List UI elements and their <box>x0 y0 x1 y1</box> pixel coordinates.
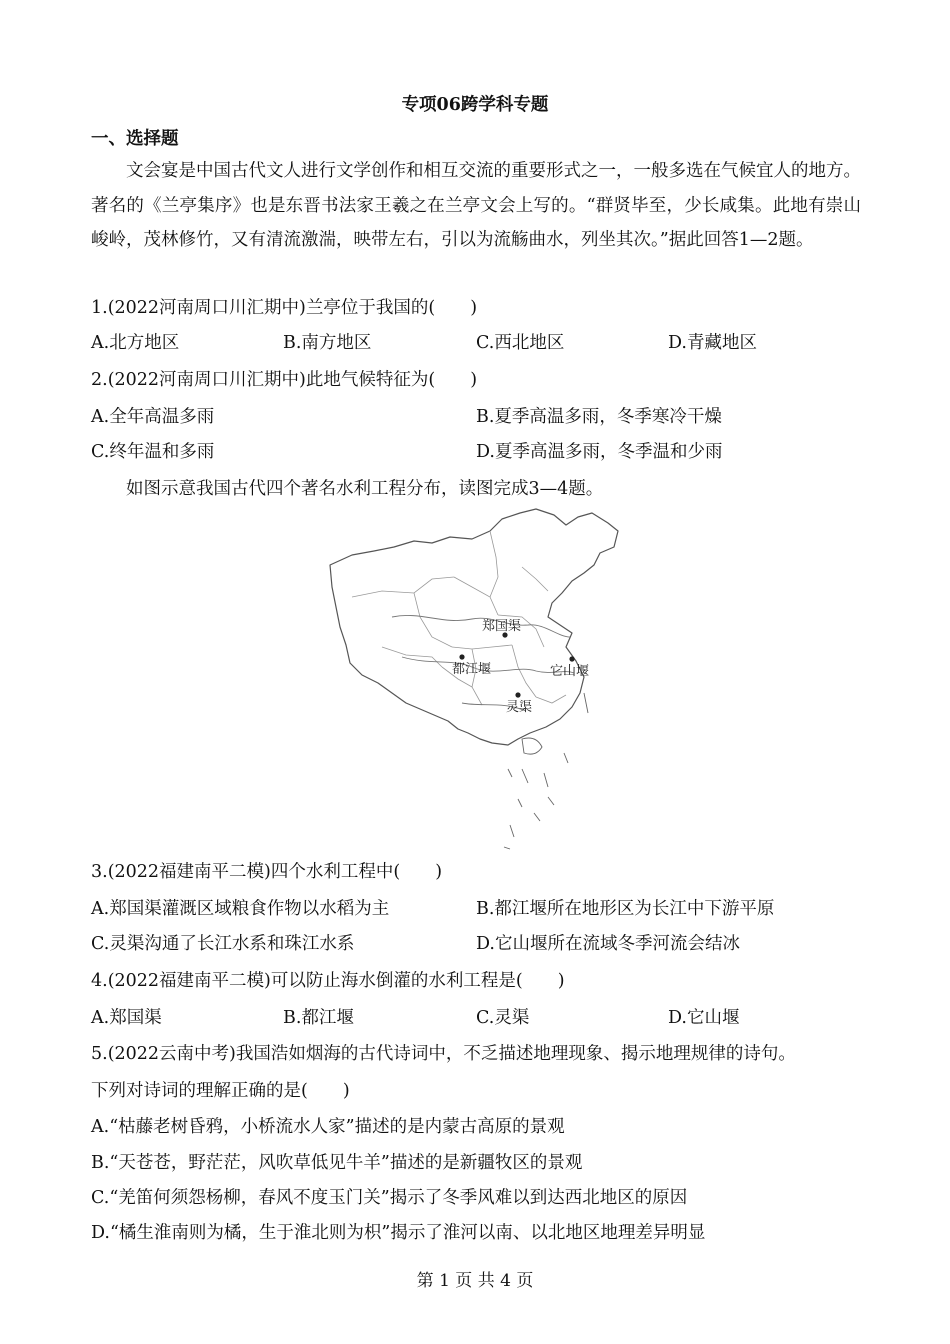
page-footer: 第 1 页 共 4 页 <box>416 1271 534 1291</box>
coastal-islands <box>504 693 588 849</box>
lingqu-label: 灵渠 <box>506 700 533 715</box>
question-4-option-d: D.它山堰 <box>668 1008 740 1028</box>
question-2-stem: 2.(2022河南周口川汇期中)此地气候特征为( ) <box>91 370 478 390</box>
question-2-option-d: D.夏季高温多雨，冬季温和少雨 <box>476 442 723 462</box>
intro-paragraph-2: 如图示意我国古代四个著名水利工程分布，读图完成3—4题。 <box>126 479 604 499</box>
question-5-option-b: B.“天苍苍，野茫茫，风吹草低见牛羊”描述的是新疆牧区的景观 <box>91 1153 583 1173</box>
question-4-option-c: C.灵渠 <box>476 1008 530 1028</box>
lingqu-marker <box>515 692 520 697</box>
tashanyan-label: 它山堰 <box>550 664 590 679</box>
question-1-option-d: D.青藏地区 <box>668 333 757 353</box>
zhengguoqu-label: 郑国渠 <box>482 619 522 634</box>
question-1-stem: 1.(2022河南周口川汇期中)兰亭位于我国的( ) <box>91 298 478 318</box>
question-2-option-a: A.全年高温多雨 <box>91 407 215 427</box>
question-5-stem-line-1: 5.(2022云南中考)我国浩如烟海的古代诗词中，不乏描述地理现象、揭示地理规律的诗句。 <box>91 1044 796 1064</box>
question-3-option-d: D.它山堰所在流域冬季河流会结冰 <box>476 934 740 954</box>
question-3-option-a: A.郑国渠灌溉区域粮食作物以水稻为主 <box>91 899 390 919</box>
question-3-option-b: B.都江堰所在地形区为长江中下游平原 <box>476 899 775 919</box>
question-3-option-c: C.灵渠沟通了长江水系和珠江水系 <box>91 934 355 954</box>
section-heading: 一、选择题 <box>91 129 179 149</box>
question-1-option-b: B.南方地区 <box>283 333 372 353</box>
province-borders <box>352 531 566 705</box>
tashanyan-marker <box>569 656 574 661</box>
china-water-projects-map <box>322 507 632 852</box>
dujiangyan-label: 都江堰 <box>452 662 492 677</box>
question-2-option-b: B.夏季高温多雨，冬季寒冷干燥 <box>476 407 722 427</box>
question-1-option-c: C.西北地区 <box>476 333 565 353</box>
question-5-option-a: A.“枯藤老树昏鸦，小桥流水人家”描述的是内蒙古高原的景观 <box>91 1117 565 1137</box>
question-3-stem: 3.(2022福建南平二模)四个水利工程中( ) <box>91 862 443 882</box>
question-5-option-d: D.“橘生淮南则为橘，生于淮北则为枳”揭示了淮河以南、以北地区地理差异明显 <box>91 1223 706 1243</box>
china-outline <box>330 509 618 745</box>
question-5-stem-line-2: 下列对诗词的理解正确的是( ) <box>91 1081 350 1101</box>
question-2-option-c: C.终年温和多雨 <box>91 442 215 462</box>
question-1-option-a: A.北方地区 <box>91 333 180 353</box>
question-4-stem: 4.(2022福建南平二模)可以防止海水倒灌的水利工程是( ) <box>91 971 565 991</box>
question-5-option-c: C.“羌笛何须怨杨柳，春风不度玉门关”揭示了冬季风难以到达西北地区的原因 <box>91 1188 688 1208</box>
intro-paragraph-1: 文会宴是中国古代文人进行文学创作和相互交流的重要形式之一，一般多选在气候宜人的地方。著名的《兰亭集序》也是东晋书法家王羲之在兰亭文会上写的。“群贤毕至，少长咸集。此地有崇山峻岭，茂林修竹，又有清流激湍，映带左右，引以为流觞曲水，列坐其次。”据此回答1—2题。 <box>91 161 861 250</box>
page-title: 专项06跨学科专题 <box>401 95 549 115</box>
question-4-option-a: A.郑国渠 <box>91 1008 162 1028</box>
dujiangyan-marker <box>459 654 464 659</box>
question-4-option-b: B.都江堰 <box>283 1008 354 1028</box>
